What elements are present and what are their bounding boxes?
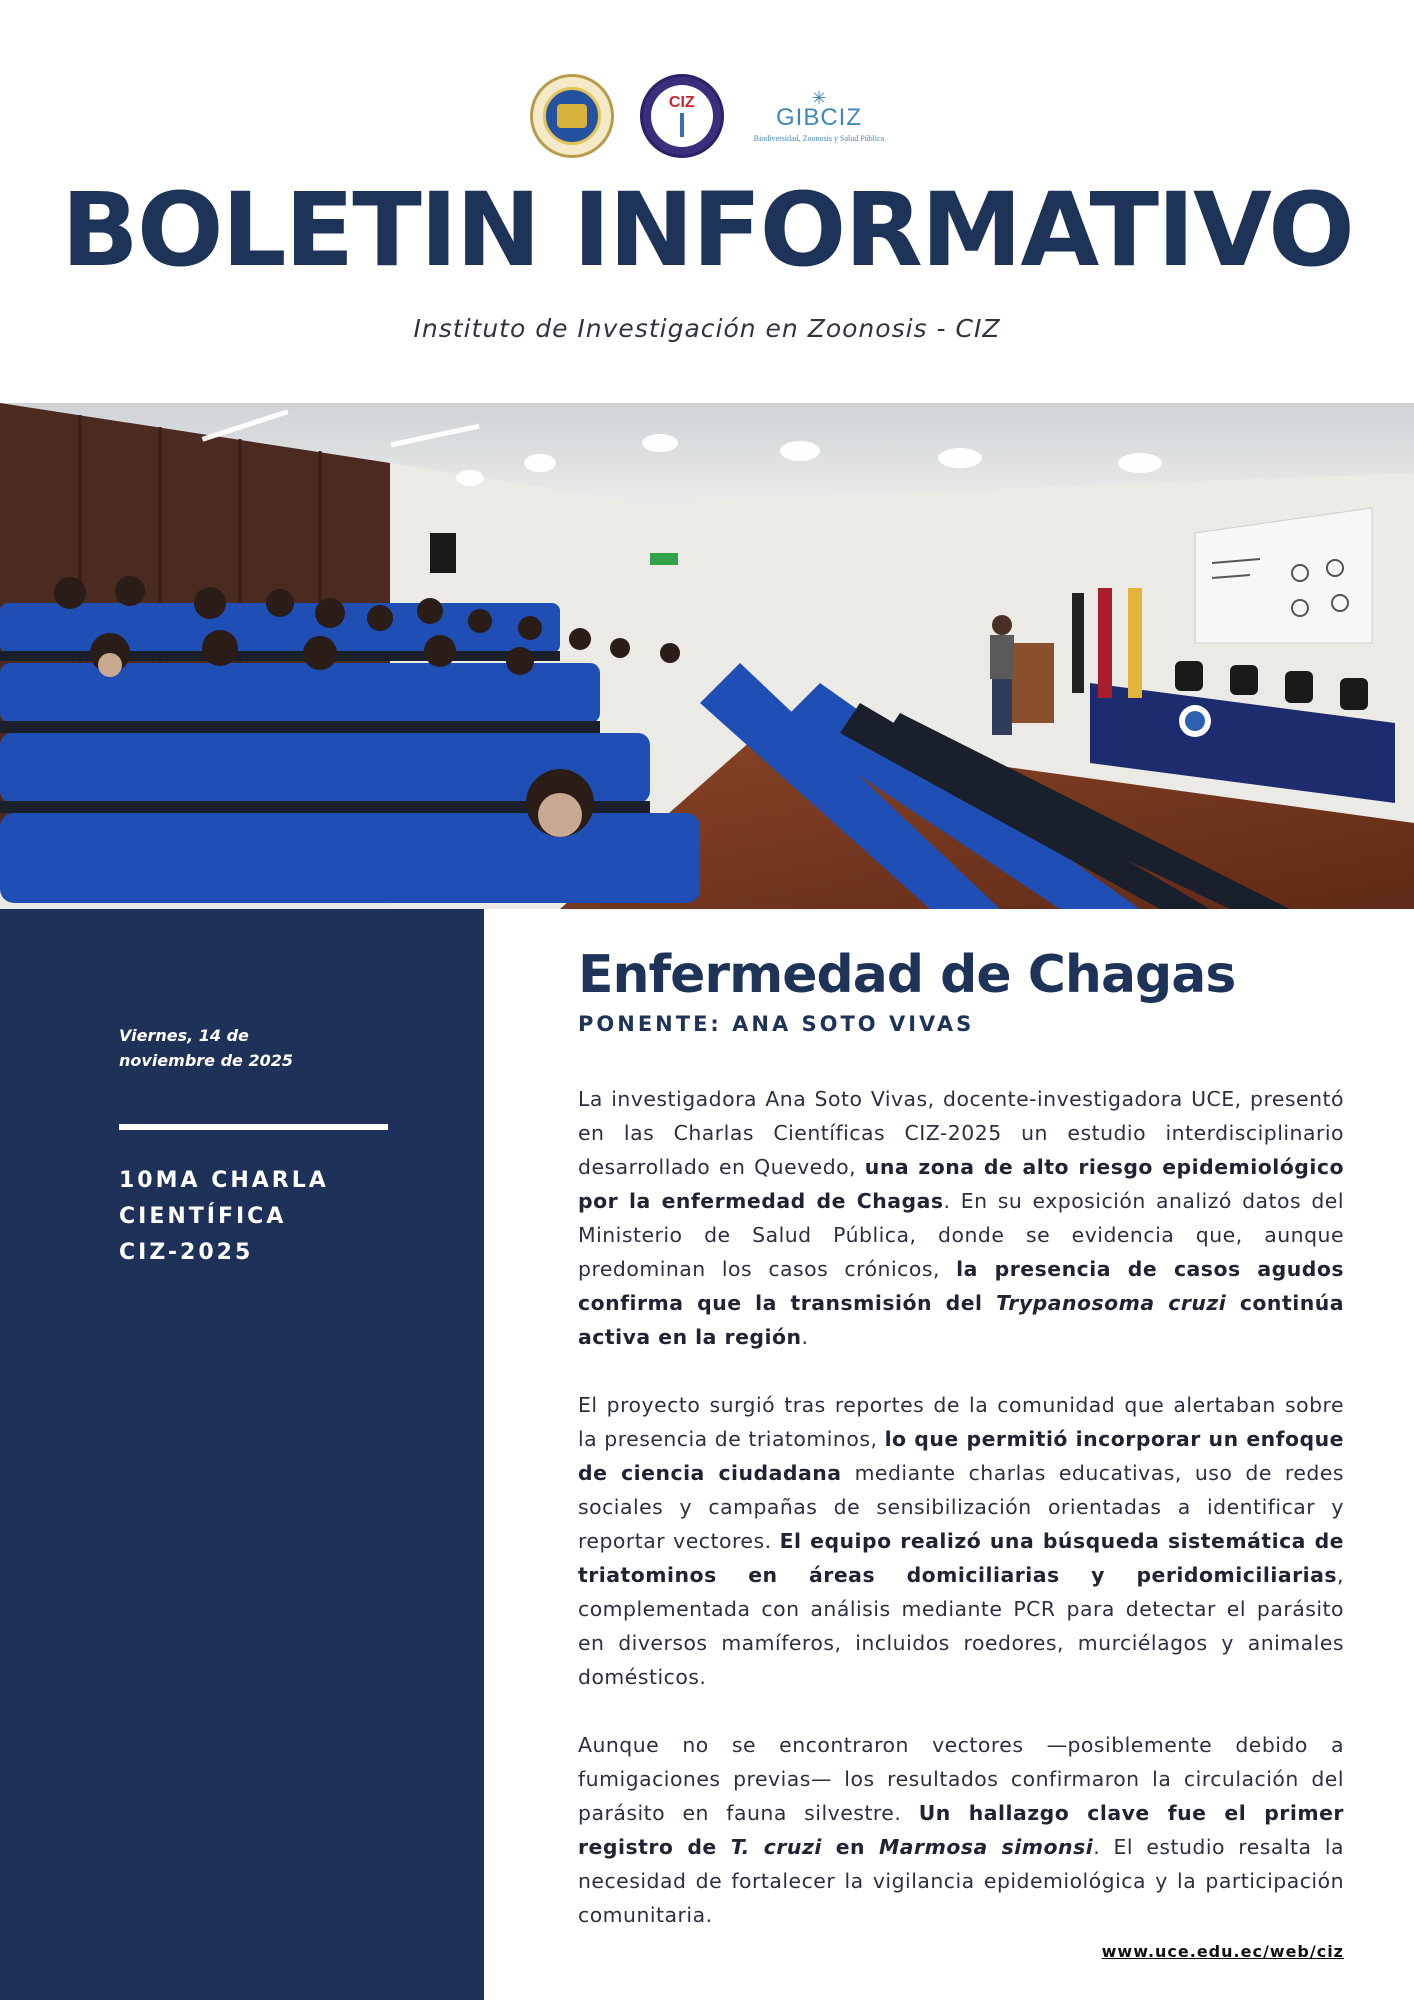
p2-text-2: mediante charlas educativas, uso de redes sociales y campañas de sensibilización orientadas a identificar y reportar vectores.	[578, 1461, 1344, 1553]
uce-seal-inner	[543, 87, 601, 145]
article-paragraph-1	[578, 1082, 1344, 1354]
charla-line2: CIENTÍFICA	[119, 1204, 287, 1229]
p3-bold-1: Un hallazgo clave fue el primer registro de	[578, 1801, 1344, 1859]
institute-subtitle: Instituto de Investigación en Zoonosis - CIZ	[413, 314, 1001, 343]
article-title: Enfermedad de Chagas	[578, 945, 1236, 1005]
p1-text-1: La investigadora Ana Soto Vivas, docente-investigadora UCE, presentó en las Charlas Científicas CIZ-2025 un estudio interdisciplinario desarrollado en Quevedo,	[578, 1087, 1344, 1179]
p3-bold-2: en	[821, 1835, 879, 1859]
p2-bold-2: El equipo realizó una búsqueda sistemática de triatominos en áreas domiciliarias y peridomiciliarias	[578, 1529, 1344, 1587]
website-link[interactable]: www.uce.edu.ec/web/ciz	[1101, 1942, 1344, 1961]
p2-text-3: , complementada con análisis mediante PCR para detectar el parásito en diversos mamíferos, incluidos roedores, murciélagos y animales domésticos.	[578, 1563, 1344, 1689]
p3-bold-italic-1: T. cruzi	[730, 1835, 822, 1859]
article	[578, 940, 1344, 1932]
p3-bold-italic-2: Marmosa simonsi	[879, 1835, 1094, 1859]
ciz-seal-text: CIZ	[668, 94, 695, 111]
article-paragraph-2	[578, 1388, 1344, 1694]
sidebar-panel	[0, 909, 484, 2000]
p2-text-1: El proyecto surgió tras reportes de la comunidad que alertaban sobre la presencia de triatominos,	[578, 1393, 1344, 1451]
charla-line3: CIZ-2025	[119, 1240, 254, 1265]
charla-label	[119, 1163, 419, 1271]
p1-bold-italic: Trypanosoma cruzi	[996, 1291, 1227, 1315]
auditorium-photo	[0, 403, 1414, 909]
sidebar-divider	[119, 1124, 388, 1130]
speaker-line: PONENTE: ANA SOTO VIVAS	[578, 1012, 975, 1036]
p1-bold-2a: la presencia de casos agudos confirma que la transmisión del	[578, 1257, 1344, 1315]
logo-row	[0, 74, 1414, 158]
event-date-line1: Viernes, 14 de	[119, 1026, 249, 1045]
uce-seal-emblem	[557, 104, 587, 128]
charla-line1: 10MA CHARLA	[119, 1168, 329, 1193]
p1-text-2: . En su exposición analizó datos del Ministerio de Salud Pública, donde se evidencia que, aunque predominan los casos crónicos,	[578, 1189, 1344, 1281]
p3-text-2: . El estudio resalta la necesidad de fortalecer la vigilancia epidemiológica y la participación comunitaria.	[578, 1835, 1345, 1927]
gibciz-logo-tagline: Biodiversidad, Zoonosis y Salud Pública	[753, 133, 885, 143]
auditorium-illustration	[0, 403, 1414, 909]
p3-text-1: Aunque no se encontraron vectores —posiblemente debido a fumigaciones previas— los resultados confirmaron la circulación del parásito en fauna silvestre.	[578, 1733, 1344, 1825]
uce-seal-logo	[530, 74, 614, 158]
ciz-seal-inner	[651, 85, 713, 147]
gibciz-logo-name: GIBCIZ	[775, 103, 862, 131]
p1-bold-1: una zona de alto riesgo epidemiológico por la enfermedad de Chagas	[578, 1155, 1344, 1213]
caduceus-icon	[680, 113, 684, 137]
p2-bold-1: lo que permitió incorporar un enfoque de ciencia ciudadana	[578, 1427, 1344, 1485]
article-paragraph-3	[578, 1728, 1344, 1932]
gibciz-logo	[753, 87, 885, 143]
p1-bold-3: continúa activa en la región	[578, 1291, 1344, 1349]
newsletter-title: BOLETIN INFORMATIVO	[61, 171, 1353, 290]
ciz-seal-logo	[640, 74, 724, 158]
event-date	[119, 1023, 339, 1073]
event-date-line2: noviembre de 2025	[119, 1051, 293, 1070]
star-icon: ✳	[811, 87, 827, 109]
p1-text-3: .	[801, 1325, 809, 1349]
